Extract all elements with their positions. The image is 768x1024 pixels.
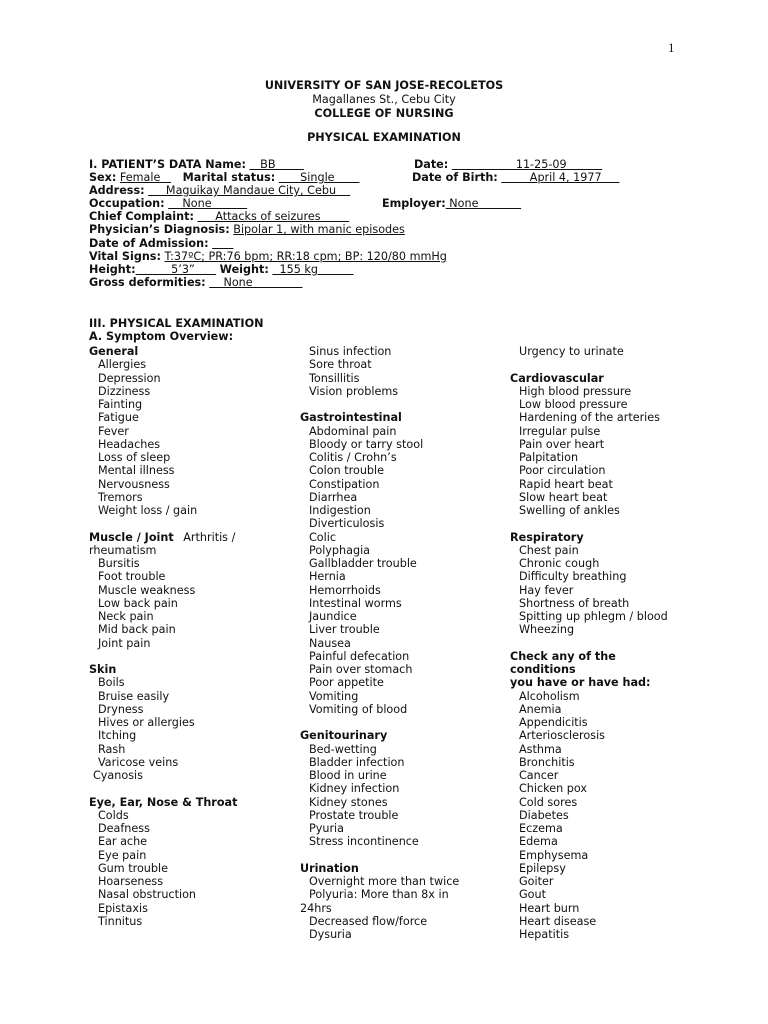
list-item: Polyphagia xyxy=(309,543,371,557)
height-label: Height: xyxy=(89,263,136,276)
list-item: Dizziness xyxy=(98,384,151,398)
list-item: Hay fever xyxy=(519,583,574,597)
admission-label: Date of Admission: xyxy=(89,237,209,250)
list-item: Intestinal worms xyxy=(309,596,402,610)
list-item: Foot trouble xyxy=(98,570,166,584)
urination-heading: Urination xyxy=(300,861,359,875)
list-item: Low back pain xyxy=(98,596,178,610)
list-item: Vomiting of blood xyxy=(309,702,408,716)
list-item: Decreased flow/force xyxy=(309,914,428,928)
symptom-column-2 xyxy=(300,345,459,941)
list-item: Constipation xyxy=(309,477,380,491)
list-item: Fever xyxy=(98,424,129,438)
list-item: Fatigue xyxy=(98,411,139,425)
list-item: Blood in urine xyxy=(309,769,387,782)
occupation-value: None xyxy=(168,197,248,210)
physical-exam-heading: III. PHYSICAL EXAMINATION xyxy=(89,317,264,330)
list-item: High blood pressure xyxy=(519,384,632,398)
patient-section-label: I. PATIENT’S DATA Name: xyxy=(89,158,246,171)
marital-value: Single xyxy=(278,171,360,184)
list-item-wrap: 24hrs xyxy=(300,901,332,915)
list-item: Sore throat xyxy=(309,358,372,372)
list-item: Dryness xyxy=(98,702,144,716)
list-item: Edema xyxy=(519,835,558,849)
list-item: Pain over heart xyxy=(519,437,605,451)
list-item: Bloody or tarry stool xyxy=(309,437,424,451)
list-item: Bruise easily xyxy=(98,689,170,703)
sex-value: Female xyxy=(119,171,172,184)
list-item: Colon trouble xyxy=(309,464,385,478)
conditions-list xyxy=(510,690,668,942)
list-item: Headaches xyxy=(98,437,161,451)
list-item: Vomiting xyxy=(309,689,359,703)
respiratory-list xyxy=(510,544,668,637)
list-item: Rash xyxy=(98,742,126,756)
address-label: Address: xyxy=(89,184,145,197)
sex-label: Sex: xyxy=(89,171,117,184)
employer-field xyxy=(382,197,521,210)
list-item: Prostate trouble xyxy=(309,808,399,822)
dob-label: Date of Birth: xyxy=(412,171,498,184)
list-item: Abdominal pain xyxy=(309,424,397,438)
list-item: Palpitation xyxy=(519,451,579,464)
list-item: Mid back pain xyxy=(98,623,176,637)
muscle-joint-list xyxy=(89,557,237,650)
arthritis-item: Arthritis / xyxy=(183,530,236,544)
list-item: Indigestion xyxy=(309,504,371,517)
list-item: Pain over stomach xyxy=(309,663,413,676)
list-item: Appendicitis xyxy=(519,716,588,729)
list-item: Dysuria xyxy=(309,928,352,941)
list-item: Hoarseness xyxy=(98,875,164,888)
college-name: COLLEGE OF NURSING xyxy=(314,107,454,120)
list-item: Weight loss / gain xyxy=(98,504,198,517)
complaint-value: Attacks of seizures xyxy=(197,210,350,223)
marital-label: Marital status: xyxy=(182,171,276,184)
dob-value: April 4, 1977 xyxy=(501,171,620,184)
list-item: Bursitis xyxy=(98,557,140,570)
list-item: Epilepsy xyxy=(519,861,566,875)
list-item: Nasal obstruction xyxy=(98,888,197,902)
list-item: Gum trouble xyxy=(98,861,168,875)
list-item: Overnight more than twice xyxy=(309,875,460,888)
list-item: Painful defecation xyxy=(309,649,410,663)
date-value: 11-25-09 xyxy=(451,158,603,171)
admission-row xyxy=(89,237,233,250)
muscle-joint-heading-row xyxy=(89,531,237,544)
list-item: Boils xyxy=(98,676,125,690)
symptom-column-3 xyxy=(510,345,668,941)
respiratory-heading: Respiratory xyxy=(510,530,584,544)
list-item: Gallbladder trouble xyxy=(309,557,417,570)
list-item: Nausea xyxy=(309,636,351,650)
list-item: Wheezing xyxy=(519,623,575,637)
conditions-heading-3: you have or have had: xyxy=(510,676,651,690)
complaint-label: Chief Complaint: xyxy=(89,210,194,223)
diagnosis-value: Bipolar 1, with manic episodes xyxy=(233,223,405,236)
deformities-label: Gross deformities: xyxy=(89,276,206,289)
university-address: Magallanes St., Cebu City xyxy=(312,93,456,106)
list-item: Urgency to urinate xyxy=(519,345,624,358)
conditions-heading-2: conditions xyxy=(510,663,576,676)
list-item: Varicose veins xyxy=(98,755,179,769)
list-item: Diarrhea xyxy=(309,490,358,504)
eent-list xyxy=(89,809,237,928)
chief-complaint-row xyxy=(89,210,349,223)
occupation-label: Occupation: xyxy=(89,197,165,210)
date-field xyxy=(414,158,602,171)
list-item: Alcoholism xyxy=(519,689,580,703)
list-item: Heart disease xyxy=(519,914,597,928)
list-item: Eczema xyxy=(519,822,563,835)
muscle-joint-heading: Muscle / Joint xyxy=(89,530,174,544)
university-name: UNIVERSITY OF SAN JOSE-RECOLETOS xyxy=(264,79,504,92)
list-item: Colitis / Crohn’s xyxy=(309,451,397,464)
list-item: Loss of sleep xyxy=(98,451,171,464)
list-item: Allergies xyxy=(98,358,147,372)
weight-value: 155 kg xyxy=(272,263,354,276)
cardiovascular-list xyxy=(510,385,668,518)
list-item: Pyuria xyxy=(309,822,345,835)
list-item: Tremors xyxy=(98,490,143,504)
list-item: Ear ache xyxy=(98,835,148,849)
skin-list xyxy=(89,676,237,769)
address-value: Maguikay Mandaue City, Cebu xyxy=(148,184,351,197)
deformities-value: None xyxy=(209,276,303,289)
list-item: Gout xyxy=(519,888,546,902)
patient-name-row xyxy=(89,158,304,171)
weight-label: Weight: xyxy=(219,263,269,276)
cyanosis-item: Cyanosis xyxy=(93,769,143,782)
list-item: Colds xyxy=(98,808,129,822)
list-item: Spitting up phlegm / blood xyxy=(519,610,668,623)
list-item: Liver trouble xyxy=(309,623,380,637)
list-item: Difficulty breathing xyxy=(519,570,627,584)
sex-marital-row xyxy=(89,171,359,184)
list-item: Deafness xyxy=(98,822,150,835)
list-item: Poor circulation xyxy=(519,464,606,478)
list-item: Shortness of breath xyxy=(519,596,630,610)
vitals-value: T:37ºC; PR:76 bpm; RR:18 cpm; BP: 120/80 mmHg xyxy=(164,250,447,263)
employer-label: Employer: xyxy=(382,197,446,210)
list-item: Sinus infection xyxy=(309,345,392,358)
list-item: Low blood pressure xyxy=(519,398,628,411)
list-item: Chronic cough xyxy=(519,557,600,570)
list-item: Hernia xyxy=(309,570,346,584)
list-item: Muscle weakness xyxy=(98,583,196,597)
list-item: Eye pain xyxy=(98,848,147,862)
list-item: Irregular pulse xyxy=(519,424,601,438)
list-item: Chest pain xyxy=(519,543,579,557)
genitourinary-list xyxy=(300,743,459,849)
height-value: 5’3” xyxy=(135,263,217,276)
patient-name-value: BB xyxy=(249,158,304,171)
list-item: Anemia xyxy=(519,702,562,716)
list-item: Slow heart beat xyxy=(519,490,608,504)
list-item: Arteriosclerosis xyxy=(519,729,606,743)
vital-signs-row xyxy=(89,250,447,263)
list-item: Mental illness xyxy=(98,464,175,478)
conditions-heading-1: Check any of the xyxy=(510,649,616,663)
list-item: Polyuria: More than 8x in xyxy=(309,888,449,902)
skin-heading: Skin xyxy=(89,663,117,676)
deformities-row xyxy=(89,276,302,289)
list-item: Swelling of ankles xyxy=(519,504,620,517)
list-item: Poor appetite xyxy=(309,676,384,690)
height-weight-row xyxy=(89,263,354,276)
eent-continued-list xyxy=(300,345,459,398)
list-item: Tonsillitis xyxy=(309,371,360,385)
list-item: Bed-wetting xyxy=(309,742,377,756)
form-title: PHYSICAL EXAMINATION xyxy=(307,131,461,144)
vitals-label: Vital Signs: xyxy=(89,250,161,263)
address-row xyxy=(89,184,350,197)
list-item: Chicken pox xyxy=(519,782,587,796)
symptom-overview-heading: A. Symptom Overview: xyxy=(89,330,234,343)
symptom-column-1 xyxy=(89,345,237,928)
list-item: Joint pain xyxy=(98,636,151,650)
list-item: Hives or allergies xyxy=(98,716,195,729)
list-item: Bladder infection xyxy=(309,755,405,769)
list-item: Diverticulosis xyxy=(309,517,385,531)
list-item: Nervousness xyxy=(98,477,170,491)
eent-heading: Eye, Ear, Nose & Throat xyxy=(89,795,238,809)
list-item: Bronchitis xyxy=(519,755,575,769)
date-label: Date: xyxy=(414,158,449,171)
list-item: Cancer xyxy=(519,769,559,782)
list-item: Heart burn xyxy=(519,901,580,915)
list-item: Kidney infection xyxy=(309,782,400,796)
admission-value xyxy=(212,237,233,250)
list-item: Kidney stones xyxy=(309,795,388,809)
list-item: Cold sores xyxy=(519,795,578,809)
cardiovascular-heading: Cardiovascular xyxy=(510,371,604,385)
list-item: Fainting xyxy=(98,398,143,411)
genitourinary-heading: Genitourinary xyxy=(300,729,388,743)
list-item: Rapid heart beat xyxy=(519,477,613,491)
list-item: Hepatitis xyxy=(519,928,570,941)
dob-field xyxy=(412,171,619,184)
list-item: Neck pain xyxy=(98,610,154,623)
list-item: Depression xyxy=(98,371,161,385)
list-item: Hardening of the arteries xyxy=(519,411,661,425)
list-item: Tinnitus xyxy=(98,914,143,928)
diagnosis-label: Physician’s Diagnosis: xyxy=(89,223,230,236)
list-item: Asthma xyxy=(519,742,562,756)
list-item: Itching xyxy=(98,729,137,743)
list-item: Stress incontinence xyxy=(309,835,419,849)
list-item: Epistaxis xyxy=(98,901,148,915)
employer-value: None xyxy=(445,197,522,210)
list-item: Vision problems xyxy=(309,384,399,398)
list-item: Jaundice xyxy=(309,610,357,623)
list-item: Diabetes xyxy=(519,808,569,822)
general-list xyxy=(89,358,237,517)
rheumatism-item: rheumatism xyxy=(89,543,157,557)
list-item: Colic xyxy=(309,530,337,544)
document-header xyxy=(0,79,768,121)
page-number: 1 xyxy=(668,40,675,55)
diagnosis-row xyxy=(89,223,405,236)
list-item: Hemorrhoids xyxy=(309,583,381,597)
gastrointestinal-list xyxy=(300,425,459,717)
list-item: Goiter xyxy=(519,875,554,888)
occupation-row xyxy=(89,197,247,210)
list-item: Emphysema xyxy=(519,848,589,862)
gastrointestinal-heading: Gastrointestinal xyxy=(300,411,402,425)
general-heading: General xyxy=(89,345,139,358)
